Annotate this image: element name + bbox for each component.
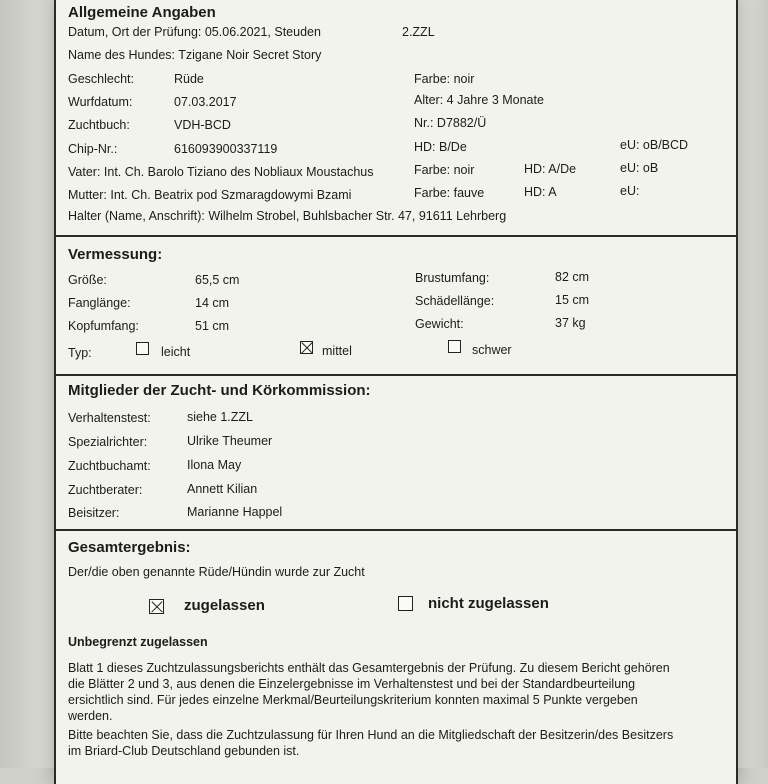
mutter-farbe: Farbe: fauve	[414, 186, 485, 200]
ergebnis-text-line: im Briard-Club Deutschland gebunden ist.	[68, 744, 300, 758]
vater: Vater: Int. Ch. Barolo Tiziano des Nobliaux Moustachus	[68, 165, 374, 179]
typ-label: Typ:	[68, 346, 92, 360]
kommission-value: Annett Kilian	[187, 482, 258, 496]
kommission-label: Zuchtberater:	[68, 483, 143, 497]
divider-3	[56, 529, 736, 531]
gewicht-label: Gewicht:	[415, 317, 464, 331]
kommission-value: Ilona May	[187, 458, 242, 472]
gewicht-value: 37 kg	[555, 316, 586, 330]
zugelassen-checkbox[interactable]	[149, 599, 164, 614]
mutter-hd: HD: A	[524, 185, 557, 199]
halter: Halter (Name, Anschrift): Wilhelm Strobel, Buhlsbacher Str. 47, 91611 Lehrberg	[68, 209, 507, 223]
section-heading-kommission: Mitglieder der Zucht- und Körkommission:	[68, 382, 371, 399]
kommission-value: Ulrike Theumer	[187, 434, 273, 448]
ergebnis-intro: Der/die oben genannte Rüde/Hündin wurde zur Zucht	[68, 565, 365, 579]
ergebnis-text-line: werden.	[68, 709, 113, 723]
section-heading-allgemein: Allgemeine Angaben	[68, 4, 216, 21]
typ-schwer-label: schwer	[472, 343, 512, 357]
unbegrenzt-label: Unbegrenzt zugelassen	[68, 635, 208, 649]
kommission-label: Spezialrichter:	[68, 435, 148, 449]
zuchtbuch-nr: Nr.: D7882/Ü	[414, 116, 487, 130]
kommission-value: Marianne Happel	[187, 505, 283, 519]
ergebnis-text-line: ersichtlich sind. Für jedes einzelne Merkmal/Beurteilungskriterium konnten maximal 5 Punkte vergeben	[68, 693, 638, 707]
chip-label: Chip-Nr.:	[68, 142, 118, 156]
typ-leicht-checkbox[interactable]	[136, 342, 149, 355]
mutter: Mutter: Int. Ch. Beatrix pod Szmaragdowymi Bzami	[68, 188, 352, 202]
dog-name: Name des Hundes: Tzigane Noir Secret Story	[68, 48, 322, 62]
kommission-label: Beisitzer:	[68, 506, 120, 520]
wurfdatum-label: Wurfdatum:	[68, 95, 133, 109]
kopf-label: Kopfumfang:	[68, 319, 139, 333]
kommission-label: Verhaltenstest:	[68, 411, 151, 425]
section-heading-ergebnis: Gesamtergebnis:	[68, 539, 191, 556]
ergebnis-text-line: Bitte beachten Sie, dass die Zuchtzulassung für Ihren Hund an die Mitgliedschaft der Besitzerin/des Besitzers	[68, 728, 674, 742]
fang-value: 14 cm	[195, 296, 230, 310]
vater-hd: HD: A/De	[524, 162, 577, 176]
zuchtbuch-value: VDH-BCD	[174, 118, 231, 132]
chip-value: 616093900337119	[174, 142, 278, 156]
brust-label: Brustumfang:	[415, 271, 490, 285]
datum-ort: Datum, Ort der Prüfung: 05.06.2021, Steuden	[68, 25, 321, 39]
vater-eu: eU: oB	[620, 161, 659, 175]
schaedel-value: 15 cm	[555, 293, 590, 307]
geschlecht-label: Geschlecht:	[68, 72, 135, 86]
wurfdatum-value: 07.03.2017	[174, 95, 237, 109]
kopf-value: 51 cm	[195, 319, 230, 333]
section-heading-vermessung: Vermessung:	[68, 246, 163, 263]
typ-mittel-checkbox[interactable]	[300, 341, 313, 354]
eu-value: eU: oB/BCD	[620, 138, 689, 152]
typ-leicht-label: leicht	[161, 345, 191, 359]
desk-left-edge	[0, 0, 54, 768]
desk-right-edge	[736, 0, 768, 768]
zzl-number: 2.ZZL	[402, 25, 435, 39]
divider-2	[56, 374, 736, 376]
kommission-label: Zuchtbuchamt:	[68, 459, 151, 473]
typ-mittel-label: mittel	[322, 344, 352, 358]
document-sheet	[54, 0, 738, 784]
alter: Alter: 4 Jahre 3 Monate	[414, 93, 544, 107]
kommission-value: siehe 1.ZZL	[187, 410, 254, 424]
vater-farbe: Farbe: noir	[414, 163, 475, 177]
mutter-eu: eU:	[620, 184, 640, 198]
hd-value: HD: B/De	[414, 140, 467, 154]
nicht-zugelassen-checkbox[interactable]	[398, 596, 413, 611]
geschlecht-value: Rüde	[174, 72, 204, 86]
schaedel-label: Schädellänge:	[415, 294, 495, 308]
farbe: Farbe: noir	[414, 72, 475, 86]
divider-1	[56, 235, 736, 237]
ergebnis-text-line: Blatt 1 dieses Zuchtzulassungsberichts enthält das Gesamtergebnis der Prüfung. Zu diesem Bericht gehören	[68, 661, 670, 675]
nicht-zugelassen-label: nicht zugelassen	[428, 595, 549, 612]
fang-label: Fanglänge:	[68, 296, 131, 310]
brust-value: 82 cm	[555, 270, 590, 284]
typ-schwer-checkbox[interactable]	[448, 340, 461, 353]
zugelassen-label: zugelassen	[184, 597, 265, 614]
groesse-label: Größe:	[68, 273, 107, 287]
zuchtbuch-label: Zuchtbuch:	[68, 118, 130, 132]
ergebnis-text-line: die Blätter 2 und 3, aus denen die Einzelergebnisse im Verhaltenstest und bei der Standardbeurteilung	[68, 677, 636, 691]
groesse-value: 65,5 cm	[195, 273, 240, 287]
